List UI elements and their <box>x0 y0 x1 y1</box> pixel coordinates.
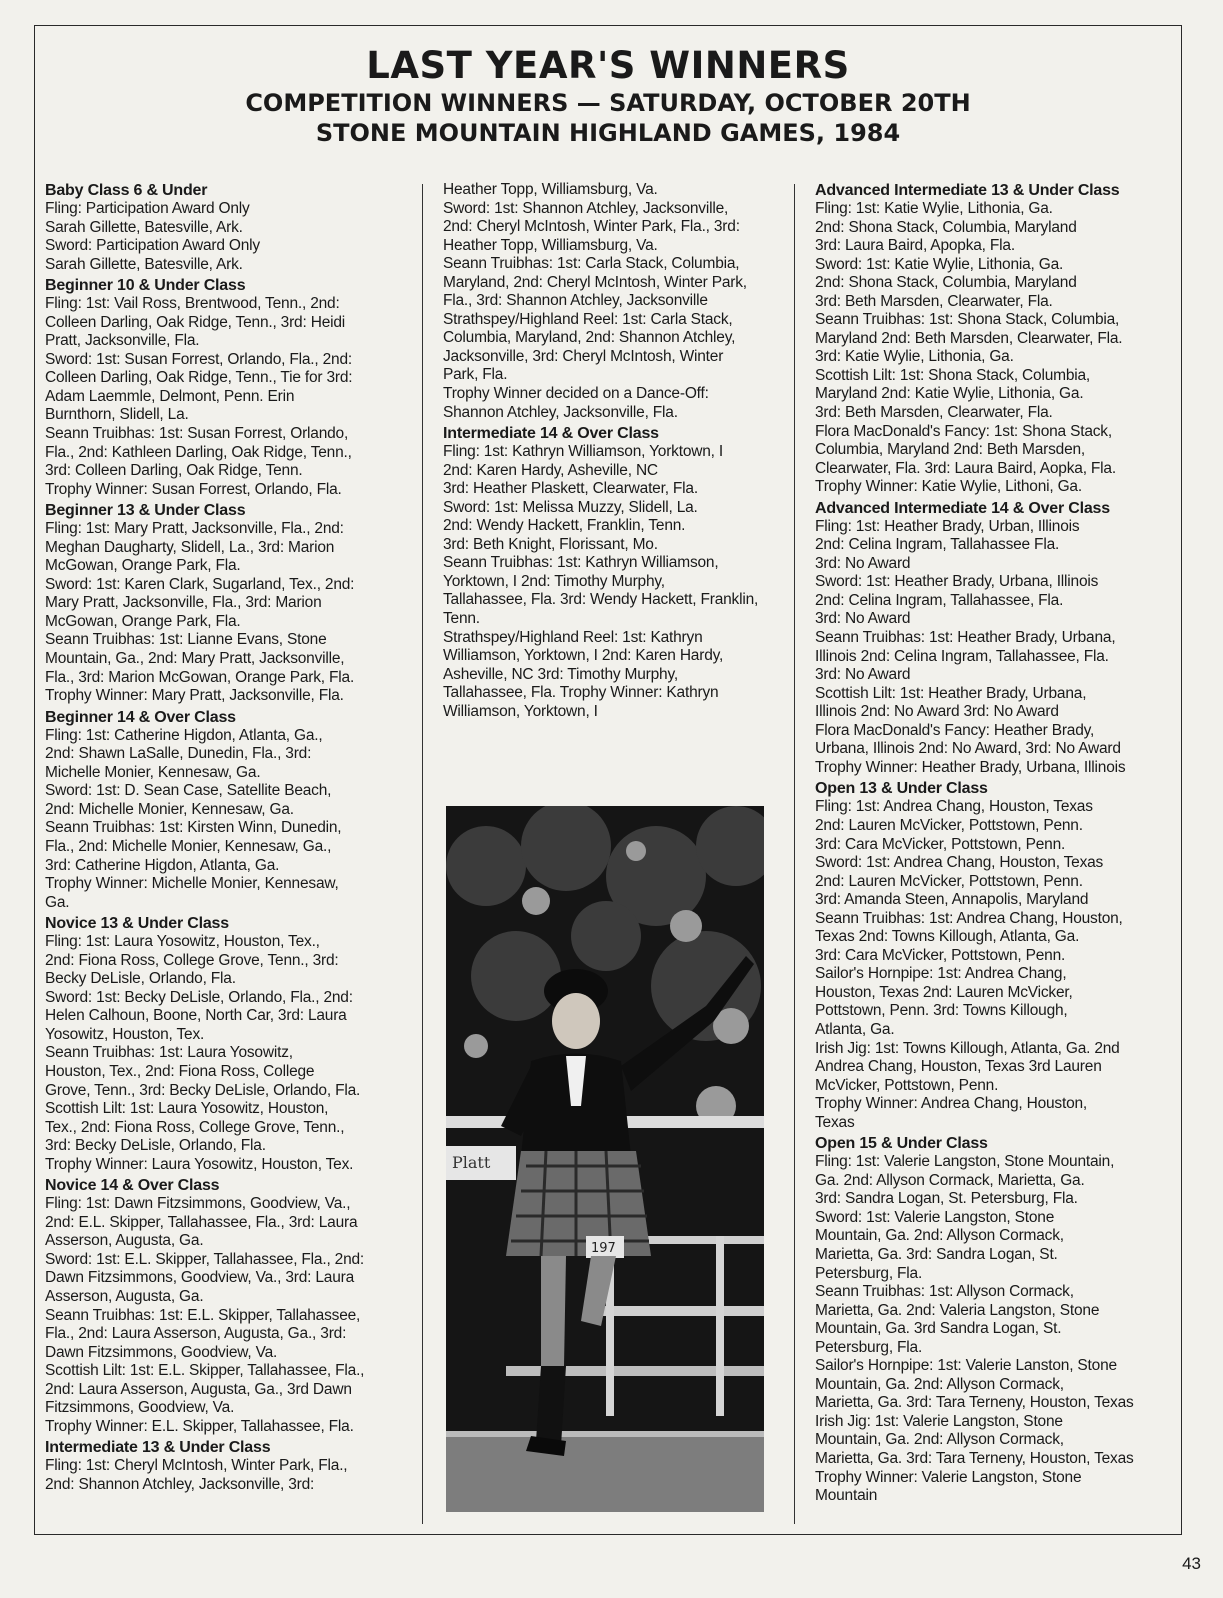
result-line: Urbana, Illinois 2nd: No Award, 3rd: No Award <box>815 740 1121 758</box>
result-line: Illinois 2nd: Celina Ingram, Tallahassee, Fla. <box>815 647 1109 665</box>
section-title: Open 13 & Under Class <box>815 780 988 798</box>
column-middle <box>443 181 781 723</box>
result-line: 2nd: Celina Ingram, Tallahassee Fla. <box>815 536 1060 554</box>
results-section <box>815 499 1170 778</box>
result-line: Fling: 1st: Heather Brady, Urban, Illinois <box>815 517 1080 535</box>
column-right <box>815 181 1170 1508</box>
result-line: Marietta, Ga. 3rd: Tara Terneny, Houston, Texas <box>815 1450 1134 1467</box>
result-line: Strathspey/Highland Reel: 1st: Carla Stack, <box>443 310 733 328</box>
result-line: Maryland 2nd: Katie Wylie, Lithonia, Ga. <box>815 385 1084 403</box>
result-line: Seann Truibhas: 1st: Kirsten Winn, Dunedin, <box>45 819 342 837</box>
result-line: Scottish Lilt: 1st: Laura Yosowitz, Houston, <box>45 1100 329 1118</box>
result-line: Trophy Winner: E.L. Skipper, Tallahassee, Fla. <box>45 1417 354 1435</box>
result-line: Sailor's Hornpipe: 1st: Andrea Chang, <box>815 965 1067 983</box>
result-line: 3rd: No Award <box>815 554 911 572</box>
result-line: 2nd: E.L. Skipper, Tallahassee, Fla., 3rd: Laura <box>45 1213 358 1231</box>
result-line: Seann Truibhas: 1st: Laura Yosowitz, <box>45 1044 293 1062</box>
result-line: Fling: 1st: Kathryn Williamson, Yorktown, I <box>443 443 723 461</box>
result-line: Trophy Winner: Heather Brady, Urbana, Illinois <box>815 758 1126 776</box>
result-line: Fla., 2nd: Laura Asserson, Augusta, Ga., 3rd: <box>45 1325 347 1343</box>
page-frame <box>34 25 1182 1535</box>
result-line: Seann Truibhas: 1st: Heather Brady, Urbana, <box>815 629 1116 647</box>
subtitle-date: COMPETITION WINNERS — SATURDAY, OCTOBER 20TH <box>245 89 971 117</box>
result-line: Pratt, Jacksonville, Fla. <box>45 332 200 350</box>
result-line: Mountain <box>815 1487 878 1505</box>
section-title: Beginner 14 & Over Class <box>45 708 236 726</box>
results-section <box>443 424 781 721</box>
result-line: Asserson, Augusta, Ga. <box>45 1287 204 1305</box>
result-line: Colleen Darling, Oak Ridge, Tenn., Tie for 3rd: <box>45 369 353 387</box>
result-line: 3rd: Cara McVicker, Pottstown, Penn. <box>815 835 1066 853</box>
result-line: Maryland, 2nd: Cheryl McIntosh, Winter Park, <box>443 273 747 291</box>
result-line: Michelle Monier, Kennesaw, Ga. <box>45 763 261 781</box>
result-line: Tallahassee, Fla. 3rd: Wendy Hackett, Franklin, <box>443 591 759 609</box>
result-line: Mountain, Ga. 2nd: Allyson Cormack, <box>815 1431 1064 1449</box>
result-line: Burnthorn, Slidell, La. <box>45 406 189 424</box>
result-line: Fla., 3rd: Marion McGowan, Orange Park, Fla. <box>45 668 355 686</box>
result-line: Scottish Lilt: 1st: Heather Brady, Urbana, <box>815 684 1087 702</box>
result-line: Dawn Fitzsimmons, Goodview, Va., 3rd: Laura <box>45 1269 354 1287</box>
result-line: Williamson, Yorktown, I <box>443 702 598 720</box>
result-line: Sword: 1st: Andrea Chang, Houston, Texas <box>815 854 1104 872</box>
result-line: Seann Truibhas: 1st: Carla Stack, Columbia, <box>443 255 740 273</box>
result-line: Sarah Gillette, Batesville, Ark. <box>45 218 243 236</box>
section-title: Beginner 13 & Under Class <box>45 502 246 520</box>
result-line: Sword: Participation Award Only <box>45 237 260 255</box>
results-section <box>815 1134 1170 1505</box>
result-line: 2nd: Cheryl McIntosh, Winter Park, Fla., 3rd: <box>443 218 740 236</box>
result-line: Tallahassee, Fla. Trophy Winner: Kathryn <box>443 684 719 702</box>
result-line: 2nd: Celina Ingram, Tallahassee, Fla. <box>815 591 1064 609</box>
result-line: Fla., 3rd: Shannon Atchley, Jacksonville <box>443 292 708 310</box>
result-line: Fla., 2nd: Kathleen Darling, Oak Ridge, Tenn., <box>45 443 352 461</box>
result-line: Mountain, Ga. 2nd: Allyson Cormack, <box>815 1375 1064 1393</box>
result-line: 3rd: Beth Knight, Florissant, Mo. <box>443 535 658 553</box>
result-line: Irish Jig: 1st: Towns Killough, Atlanta, Ga. 2nd <box>815 1039 1120 1057</box>
page-title: LAST YEAR'S WINNERS <box>366 44 850 87</box>
result-line: Sword: 1st: Karen Clark, Sugarland, Tex., 2nd: <box>45 575 355 593</box>
result-line: 2nd: Fiona Ross, College Grove, Tenn., 3rd: <box>45 951 339 969</box>
results-section <box>45 914 390 1174</box>
result-line: Fla., 2nd: Michelle Monier, Kennesaw, Ga., <box>45 837 332 855</box>
result-line: Trophy Winner: Laura Yosowitz, Houston, Tex. <box>45 1155 354 1173</box>
result-line: 3rd: No Award <box>815 610 911 628</box>
fence-sign-text: Platt <box>452 1153 491 1172</box>
result-line: Marietta, Ga. 3rd: Tara Terneny, Houston, Texas <box>815 1394 1134 1412</box>
result-line: Becky DeLisle, Orlando, Fla. <box>45 970 236 988</box>
result-line: Asserson, Augusta, Ga. <box>45 1232 204 1250</box>
result-line: Trophy Winner: Mary Pratt, Jacksonville, Fla. <box>45 687 344 705</box>
result-line: 3rd: Catherine Higdon, Atlanta, Ga. <box>45 856 280 874</box>
result-line: Seann Truibhas: 1st: Susan Forrest, Orlando, <box>45 425 349 443</box>
result-line: 3rd: Amanda Steen, Annapolis, Maryland <box>815 891 1089 909</box>
result-line: Fling: 1st: Dawn Fitzsimmons, Goodview, Va., <box>45 1195 351 1213</box>
section-title: Novice 14 & Over Class <box>45 1177 220 1195</box>
result-line: Clearwater, Fla. 3rd: Laura Baird, Aopka, Fla. <box>815 459 1116 477</box>
results-section <box>45 181 390 274</box>
result-line: Fitzsimmons, Goodview, Va. <box>45 1399 235 1417</box>
result-line: Sailor's Hornpipe: 1st: Valerie Lanston, Stone <box>815 1357 1117 1375</box>
result-line: Sword: 1st: Heather Brady, Urbana, Illinois <box>815 573 1099 591</box>
result-line: 2nd: Lauren McVicker, Pottstown, Penn. <box>815 816 1083 834</box>
results-section <box>45 708 390 912</box>
result-line: 3rd: Heather Plaskett, Clearwater, Fla. <box>443 480 698 498</box>
result-line: Seann Truibhas: 1st: E.L. Skipper, Tallahassee, <box>45 1306 361 1324</box>
result-line: Fling: Participation Award Only <box>45 200 250 217</box>
result-line: Sarah Gillette, Batesville, Ark. <box>45 255 243 273</box>
section-title: Novice 13 & Under Class <box>45 915 229 933</box>
result-line: Meghan Daugharty, Slidell, La., 3rd: Marion <box>45 538 335 556</box>
result-line: Fling: 1st: Laura Yosowitz, Houston, Tex., <box>45 933 320 951</box>
result-line: 3rd: Beth Marsden, Clearwater, Fla. <box>815 404 1053 422</box>
result-line: Sword: 1st: D. Sean Case, Satellite Beach, <box>45 782 332 800</box>
section-title: Intermediate 13 & Under Class <box>45 1439 271 1457</box>
subtitle-event: STONE MOUNTAIN HIGHLAND GAMES, 1984 <box>315 119 901 147</box>
column-divider <box>422 184 423 1524</box>
result-line: Petersburg, Fla. <box>815 1264 923 1282</box>
header <box>35 44 1181 148</box>
result-line: Marietta, Ga. 2nd: Valeria Langston, Stone <box>815 1301 1100 1319</box>
result-line: Maryland 2nd: Beth Marsden, Clearwater, Fla. <box>815 329 1123 347</box>
result-line: Ga. 2nd: Allyson Cormack, Marietta, Ga. <box>815 1171 1085 1189</box>
result-line: Seann Truibhas: 1st: Kathryn Williamson, <box>443 554 719 572</box>
result-line: 2nd: Shona Stack, Columbia, Maryland <box>815 218 1077 236</box>
result-line: 2nd: Karen Hardy, Asheville, NC <box>443 461 658 479</box>
result-line: 2nd: Laura Asserson, Augusta, Ga., 3rd Dawn <box>45 1380 352 1398</box>
result-line: Sword: 1st: E.L. Skipper, Tallahassee, Fla., 2nd: <box>45 1250 365 1268</box>
result-line: Texas <box>815 1113 855 1131</box>
result-line: 3rd: Cara McVicker, Pottstown, Penn. <box>815 946 1066 964</box>
dancer-photo <box>446 806 764 1512</box>
section-title: Open 15 & Under Class <box>815 1135 988 1153</box>
section-title: Advanced Intermediate 14 & Over Class <box>815 499 1110 517</box>
result-line: 3rd: No Award <box>815 666 911 684</box>
results-section <box>45 1176 390 1436</box>
result-line: Fling: 1st: Vail Ross, Brentwood, Tenn., 2nd: <box>45 295 340 313</box>
result-line: Texas 2nd: Towns Killough, Atlanta, Ga. <box>815 928 1080 946</box>
result-line: Yorktown, I 2nd: Timothy Murphy, <box>443 572 665 590</box>
result-line: 3rd: Katie Wylie, Lithonia, Ga. <box>815 348 1014 366</box>
result-line: Shannon Atchley, Jacksonville, Fla. <box>443 403 678 421</box>
result-line: Helen Calhoun, Boone, North Car, 3rd: Laura <box>45 1007 347 1025</box>
result-line: Sword: 1st: Katie Wylie, Lithonia, Ga. <box>815 255 1064 273</box>
result-line: Flora MacDonald's Fancy: 1st: Shona Stack, <box>815 422 1112 440</box>
result-line: Mary Pratt, Jacksonville, Fla., 3rd: Marion <box>45 594 322 612</box>
result-line: Trophy Winner: Andrea Chang, Houston, <box>815 1095 1088 1113</box>
result-line: Trophy Winner: Valerie Langston, Stone <box>815 1468 1082 1486</box>
result-line: Mountain, Ga., 2nd: Mary Pratt, Jacksonville, <box>45 650 345 668</box>
result-line: 2nd: Wendy Hackett, Franklin, Tenn. <box>443 517 686 535</box>
result-line: Trophy Winner decided on a Dance-Off: <box>443 385 709 403</box>
result-line: McGowan, Orange Park, Fla. <box>45 612 241 630</box>
section-title: Baby Class 6 & Under <box>45 182 208 199</box>
results-section <box>443 181 781 422</box>
result-line: Trophy Winner: Susan Forrest, Orlando, Fla. <box>45 480 342 498</box>
result-line: Sword: 1st: Susan Forrest, Orlando, Fla., 2nd: <box>45 350 352 368</box>
result-line: Scottish Lilt: 1st: E.L. Skipper, Tallahassee, Fla., <box>45 1362 365 1380</box>
result-line: Williamson, Yorktown, I 2nd: Karen Hardy, <box>443 647 724 665</box>
result-line: Fling: 1st: Andrea Chang, Houston, Texas <box>815 798 1093 816</box>
result-line: 2nd: Shannon Atchley, Jacksonville, 3rd: <box>45 1475 315 1493</box>
result-line: Park, Fla. <box>443 366 508 384</box>
result-line: Flora MacDonald's Fancy: Heather Brady, <box>815 721 1095 739</box>
result-line: Tex., 2nd: Fiona Ross, College Grove, Tenn., <box>45 1118 345 1136</box>
result-line: Trophy Winner: Michelle Monier, Kennesaw, <box>45 875 339 893</box>
result-line: Scottish Lilt: 1st: Shona Stack, Columbia, <box>815 366 1091 384</box>
result-line: Sword: 1st: Shannon Atchley, Jacksonville, <box>443 199 729 217</box>
result-line: 3rd: Sandra Logan, St. Petersburg, Fla. <box>815 1190 1078 1208</box>
result-line: Petersburg, Fla. <box>815 1338 923 1356</box>
result-line: 3rd: Beth Marsden, Clearwater, Fla. <box>815 292 1053 310</box>
result-line: Asheville, NC 3rd: Timothy Murphy, <box>443 665 678 683</box>
result-line: Seann Truibhas: 1st: Shona Stack, Columbia, <box>815 311 1120 329</box>
result-line: Seann Truibhas: 1st: Allyson Cormack, <box>815 1283 1074 1301</box>
results-section <box>45 1438 390 1494</box>
result-line: Dawn Fitzsimmons, Goodview, Va. <box>45 1343 278 1361</box>
result-line: Illinois 2nd: No Award 3rd: No Award <box>815 703 1059 721</box>
result-line: Marietta, Ga. 3rd: Sandra Logan, St. <box>815 1245 1058 1263</box>
result-line: Colleen Darling, Oak Ridge, Tenn., 3rd: Heidi <box>45 313 346 331</box>
result-line: Adam Laemmle, Delmont, Penn. Erin <box>45 387 295 405</box>
result-line: Heather Topp, Williamsburg, Va. <box>443 236 658 254</box>
result-line: Strathspey/Highland Reel: 1st: Kathryn <box>443 628 703 646</box>
result-line: Seann Truibhas: 1st: Andrea Chang, Houston, <box>815 909 1123 927</box>
result-line: Fling: 1st: Mary Pratt, Jacksonville, Fla., 2nd: <box>45 520 344 538</box>
result-line: Irish Jig: 1st: Valerie Langston, Stone <box>815 1412 1063 1430</box>
competitor-number: 197 <box>591 1241 616 1256</box>
results-section <box>45 501 390 705</box>
result-line: Fling: 1st: Cheryl McIntosh, Winter Park, Fla., <box>45 1457 348 1475</box>
result-line: Mountain, Ga. 2nd: Allyson Cormack, <box>815 1227 1064 1245</box>
result-line: Fling: 1st: Valerie Langston, Stone Mountain, <box>815 1153 1115 1171</box>
result-line: 2nd: Shawn LaSalle, Dunedin, Fla., 3rd: <box>45 745 312 763</box>
result-line: Mountain, Ga. 3rd Sandra Logan, St. <box>815 1320 1062 1338</box>
result-line: 2nd: Lauren McVicker, Pottstown, Penn. <box>815 872 1083 890</box>
result-line: Fling: 1st: Katie Wylie, Lithonia, Ga. <box>815 200 1053 217</box>
result-line: Seann Truibhas: 1st: Lianne Evans, Stone <box>45 631 327 649</box>
column-left <box>45 181 390 1496</box>
result-line: Pottstown, Penn. 3rd: Towns Killough, <box>815 1002 1068 1020</box>
section-title: Beginner 10 & Under Class <box>45 277 246 295</box>
results-section <box>815 181 1170 497</box>
result-line: 3rd: Colleen Darling, Oak Ridge, Tenn. <box>45 462 303 480</box>
results-section <box>45 276 390 499</box>
result-line: Tenn. <box>443 610 480 628</box>
result-line: 2nd: Michelle Monier, Kennesaw, Ga. <box>45 800 294 818</box>
result-line: Houston, Texas 2nd: Lauren McVicker, <box>815 983 1073 1001</box>
page-number: 43 <box>1182 1554 1201 1573</box>
result-line: Sword: 1st: Melissa Muzzy, Slidell, La. <box>443 498 698 516</box>
result-line: Atlanta, Ga. <box>815 1020 895 1038</box>
result-line: Sword: 1st: Becky DeLisle, Orlando, Fla., 2nd: <box>45 988 353 1006</box>
result-line: Columbia, Maryland 2nd: Beth Marsden, <box>815 441 1086 459</box>
column-divider <box>794 184 795 1524</box>
result-line: Jacksonville, 3rd: Cheryl McIntosh, Winter <box>443 347 724 365</box>
result-line: Ga. <box>45 893 70 911</box>
result-line: Houston, Tex., 2nd: Fiona Ross, College <box>45 1062 315 1080</box>
result-line: Columbia, Maryland, 2nd: Shannon Atchley, <box>443 329 736 347</box>
result-line: Heather Topp, Williamsburg, Va. <box>443 181 658 198</box>
results-section <box>815 779 1170 1132</box>
result-line: Yosowitz, Houston, Tex. <box>45 1025 205 1043</box>
section-title: Advanced Intermediate 13 & Under Class <box>815 182 1120 199</box>
result-line: McGowan, Orange Park, Fla. <box>45 557 241 575</box>
result-line: Fling: 1st: Catherine Higdon, Atlanta, Ga., <box>45 726 323 744</box>
section-title: Intermediate 14 & Over Class <box>443 425 659 443</box>
result-line: Andrea Chang, Houston, Texas 3rd Lauren <box>815 1058 1102 1076</box>
result-line: 3rd: Becky DeLisle, Orlando, Fla. <box>45 1137 266 1155</box>
result-line: Sword: 1st: Valerie Langston, Stone <box>815 1208 1055 1226</box>
result-line: 2nd: Shona Stack, Columbia, Maryland <box>815 274 1077 292</box>
result-line: Trophy Winner: Katie Wylie, Lithoni, Ga. <box>815 478 1082 496</box>
result-line: McVicker, Pottstown, Penn. <box>815 1076 999 1094</box>
result-line: 3rd: Laura Baird, Apopka, Fla. <box>815 237 1015 255</box>
result-line: Grove, Tenn., 3rd: Becky DeLisle, Orlando, Fla. <box>45 1081 361 1099</box>
